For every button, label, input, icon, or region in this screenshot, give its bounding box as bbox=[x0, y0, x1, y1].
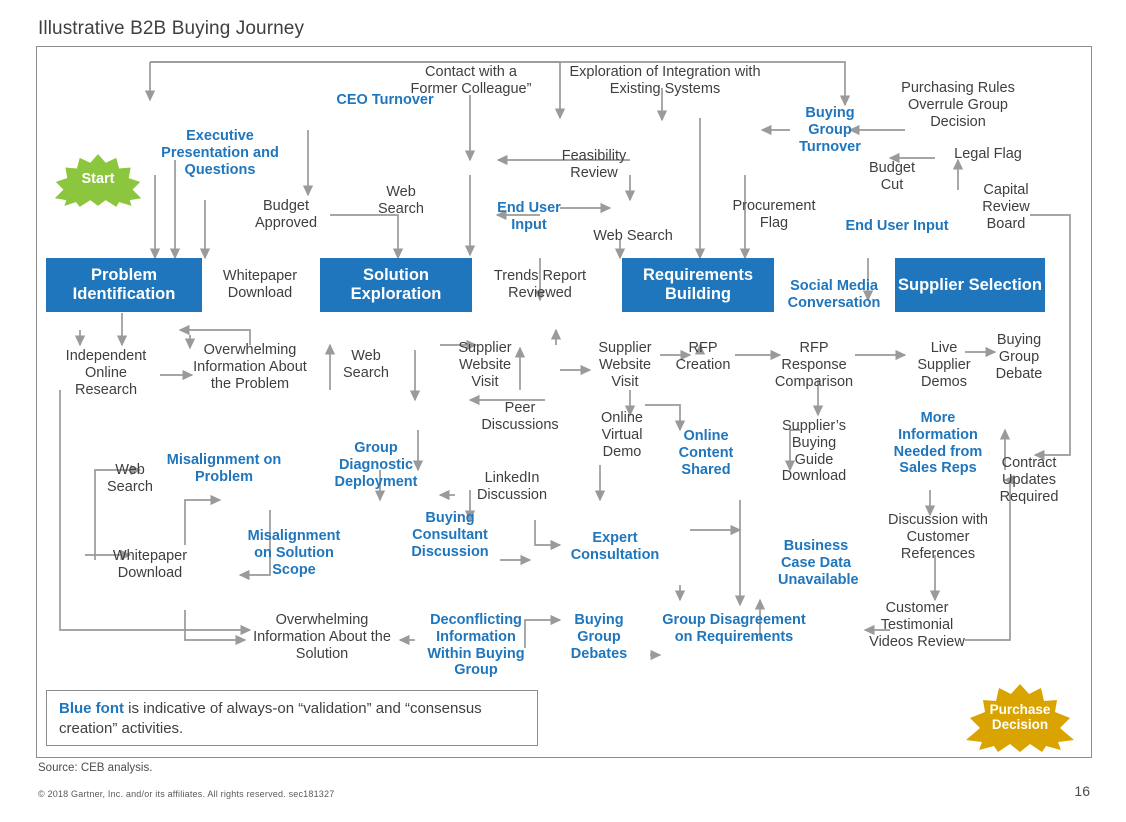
node-expert-consultation[interactable] bbox=[568, 530, 662, 564]
node-group-disagreement-requirements[interactable] bbox=[660, 612, 808, 646]
node-label: Trends Report Reviewed bbox=[493, 268, 587, 301]
node-label: Buying Group Turnover bbox=[799, 105, 861, 155]
node-label: RFP Creation bbox=[675, 340, 731, 373]
node-label: Group Diagnostic Deployment bbox=[334, 440, 418, 490]
node-label: Web Search bbox=[593, 228, 673, 244]
node-customer-testimonial-videos[interactable] bbox=[862, 600, 972, 650]
node-label: Peer Discussions bbox=[481, 400, 559, 433]
node-label: Deconflicting Information Within Buying Group bbox=[427, 612, 525, 679]
node-label: Purchasing Rules Overrule Group Decision bbox=[901, 80, 1015, 130]
node-label: Online Content Shared bbox=[678, 428, 734, 478]
node-procurement-flag[interactable] bbox=[722, 198, 826, 232]
node-overwhelming-info-solution[interactable] bbox=[248, 612, 396, 662]
node-label: Overwhelming Information About the Problem bbox=[193, 342, 307, 392]
node-executive-presentation[interactable] bbox=[150, 128, 290, 178]
legend-box bbox=[46, 690, 538, 746]
node-label: Contract Updates Required bbox=[999, 455, 1059, 505]
node-label: LinkedIn Discussion bbox=[476, 470, 548, 503]
node-label: End User Input bbox=[497, 200, 561, 233]
page-number: 16 bbox=[1074, 783, 1090, 799]
node-rfp-creation[interactable] bbox=[672, 340, 734, 374]
node-label: Buying Group Debates bbox=[570, 612, 628, 662]
node-buying-consultant-discussion[interactable] bbox=[404, 510, 496, 560]
node-web-search-lower-left[interactable] bbox=[98, 462, 162, 496]
node-supplier-website-visit-2[interactable] bbox=[588, 340, 662, 390]
node-label: Exploration of Integration with Existing Systems bbox=[569, 64, 761, 97]
node-label: CEO Turnover bbox=[336, 92, 434, 108]
stage-label: Supplier Selection bbox=[898, 275, 1042, 294]
node-whitepaper-download-left[interactable] bbox=[98, 548, 202, 582]
start-burst bbox=[50, 152, 146, 208]
node-contact-former-colleague[interactable] bbox=[408, 64, 534, 98]
node-label: Contact with a Former Colleague” bbox=[410, 64, 532, 97]
node-label: Capital Review Board bbox=[982, 182, 1030, 232]
node-rfp-response-comparison[interactable] bbox=[772, 340, 856, 390]
node-exploration-integration[interactable] bbox=[548, 64, 782, 98]
node-label: Group Disagreement on Requirements bbox=[662, 612, 806, 645]
node-capital-review-board[interactable] bbox=[972, 182, 1040, 232]
node-end-user-input-left[interactable] bbox=[490, 200, 568, 234]
node-suppliers-buying-guide-download[interactable] bbox=[772, 418, 856, 485]
purchase-decision-burst bbox=[962, 682, 1078, 754]
node-online-content-shared[interactable] bbox=[664, 428, 748, 478]
node-label: RFP Response Comparison bbox=[774, 340, 854, 390]
node-label: More Information Needed from Sales Reps bbox=[893, 410, 983, 477]
node-contract-updates-required[interactable] bbox=[990, 455, 1068, 505]
node-label: End User Input bbox=[845, 218, 949, 234]
node-discussion-customer-references[interactable] bbox=[880, 512, 996, 562]
stage-requirements-building[interactable] bbox=[622, 258, 774, 312]
legend-blue-text: Blue font bbox=[59, 700, 124, 717]
node-label: Expert Consultation bbox=[570, 530, 660, 563]
page-title: Illustrative B2B Buying Journey bbox=[38, 18, 305, 39]
stage-label: Requirements Building bbox=[642, 266, 754, 303]
node-supplier-website-visit-1[interactable] bbox=[448, 340, 522, 390]
source-note: Source: CEB analysis. bbox=[38, 762, 153, 774]
node-budget-approved[interactable] bbox=[232, 198, 340, 232]
node-label: Web Search bbox=[378, 184, 424, 217]
stage-label: Solution Exploration bbox=[350, 266, 442, 303]
node-misalignment-on-problem[interactable] bbox=[162, 452, 286, 486]
node-label: Legal Flag bbox=[954, 146, 1022, 162]
node-trends-report-reviewed[interactable] bbox=[484, 268, 596, 302]
node-buying-group-turnover[interactable] bbox=[782, 105, 878, 155]
node-label: Web Search bbox=[107, 462, 153, 495]
node-legal-flag[interactable] bbox=[944, 146, 1032, 163]
node-label: Procurement Flag bbox=[732, 198, 816, 231]
node-label: Buying Consultant Discussion bbox=[411, 510, 489, 560]
node-label: Social Media Conversation bbox=[787, 278, 881, 311]
node-more-information-needed[interactable] bbox=[884, 410, 992, 477]
node-label: Misalignment on Problem bbox=[166, 452, 282, 485]
stage-supplier-selection[interactable] bbox=[895, 258, 1045, 312]
node-misalignment-on-solution-scope[interactable] bbox=[242, 528, 346, 578]
node-label: Business Case Data Unavailable bbox=[778, 538, 859, 588]
node-label: Whitepaper Download bbox=[112, 548, 188, 581]
node-label: Misalignment on Solution Scope bbox=[247, 528, 341, 578]
node-web-search-left[interactable] bbox=[334, 348, 398, 382]
node-label: Overwhelming Information About the Solution bbox=[253, 612, 391, 662]
node-label: Web Search bbox=[343, 348, 389, 381]
node-label: Supplier’s Buying Guide Download bbox=[781, 418, 847, 485]
node-budget-cut[interactable] bbox=[858, 160, 926, 194]
copyright-note: © 2018 Gartner, Inc. and/or its affiliates. All rights reserved. sec181327 bbox=[38, 789, 335, 799]
node-purchasing-rules[interactable] bbox=[898, 80, 1018, 130]
node-label: Supplier Website Visit bbox=[598, 340, 652, 390]
node-label: Budget Approved bbox=[254, 198, 318, 231]
node-label: Discussion with Customer References bbox=[888, 512, 988, 562]
node-deconflicting-information[interactable] bbox=[420, 612, 532, 679]
stage-solution-exploration[interactable] bbox=[320, 258, 472, 312]
stage-problem-identification[interactable] bbox=[46, 258, 202, 312]
node-peer-discussions[interactable] bbox=[478, 400, 562, 434]
node-business-case-data-unavailable[interactable] bbox=[778, 538, 859, 588]
node-whitepaper-download-top[interactable] bbox=[208, 268, 312, 302]
stage-label: Problem Identification bbox=[72, 266, 176, 303]
node-web-search-mid[interactable] bbox=[578, 228, 688, 245]
node-label: Budget Cut bbox=[869, 160, 915, 193]
node-overwhelming-info-problem[interactable] bbox=[188, 342, 312, 392]
start-label: Start bbox=[81, 171, 115, 188]
node-label: Feasibility Review bbox=[561, 148, 627, 181]
node-label: Independent Online Research bbox=[65, 348, 147, 398]
node-end-user-input-right[interactable] bbox=[842, 218, 952, 235]
node-label: Online Virtual Demo bbox=[601, 410, 643, 460]
node-label: Customer Testimonial Videos Review bbox=[869, 600, 965, 650]
legend-rest: is indicative of always-on “validation” and “consensus creation” activities. bbox=[59, 700, 482, 738]
node-web-search-top[interactable] bbox=[368, 184, 434, 218]
node-group-diagnostic-deployment[interactable] bbox=[330, 440, 422, 490]
purchase-decision-label: Purchase Decision bbox=[989, 702, 1051, 732]
node-label: Whitepaper Download bbox=[222, 268, 298, 301]
node-label: Live Supplier Demos bbox=[917, 340, 971, 390]
node-linkedin-discussion[interactable] bbox=[466, 470, 558, 504]
node-independent-online-research[interactable] bbox=[56, 348, 156, 398]
node-buying-group-debate[interactable] bbox=[988, 332, 1050, 382]
node-label: Supplier Website Visit bbox=[458, 340, 512, 390]
node-live-supplier-demos[interactable] bbox=[908, 340, 980, 390]
node-feasibility-review[interactable] bbox=[548, 148, 640, 182]
node-label: Buying Group Debate bbox=[995, 332, 1043, 382]
node-social-media-conversation[interactable] bbox=[778, 278, 890, 312]
node-label: Executive Presentation and Questions bbox=[161, 128, 279, 178]
node-buying-group-debates[interactable] bbox=[560, 612, 638, 662]
node-online-virtual-demo[interactable] bbox=[588, 410, 656, 460]
